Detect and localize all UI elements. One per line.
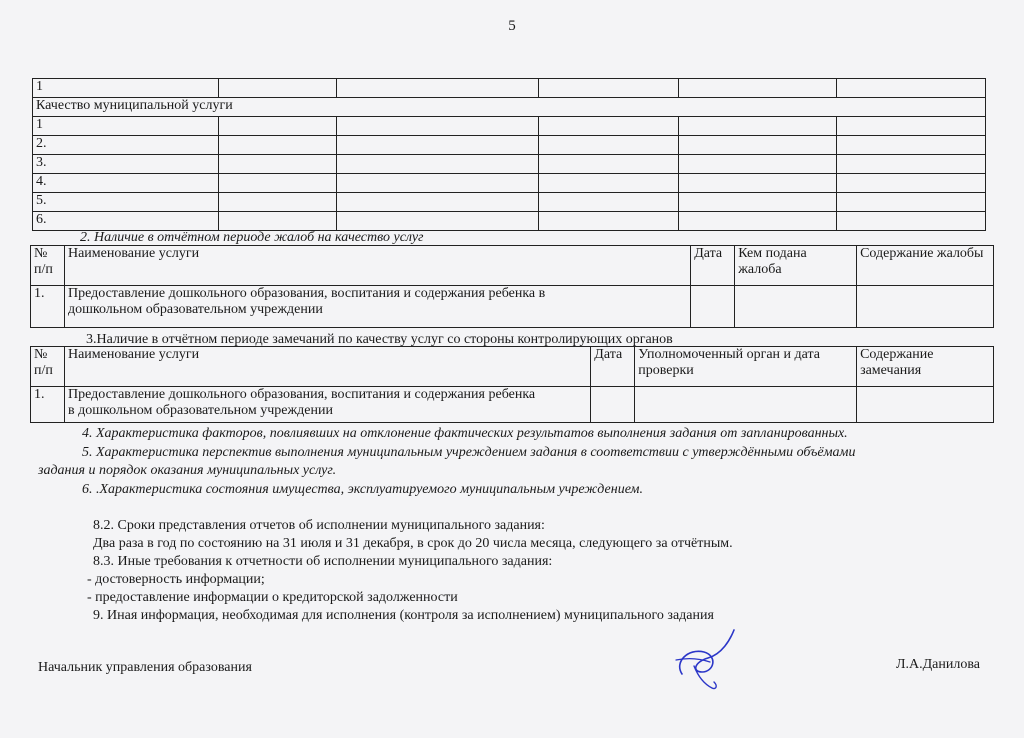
header-name: Наименование услуги [64,246,690,286]
remarks-caption: 3.Наличие в отчётном периоде замечаний по качеству услуг со стороны контролирующих органов [86,332,673,347]
section-8-3-item-1: - достоверность информации; [87,572,265,587]
section-title: Качество муниципальной услуги [33,98,986,117]
item-6: 6. .Характеристика состояния имущества, эксплуатируемого муниципальным учреждением. [82,482,643,497]
table-row: 4. [33,174,986,193]
table-header-row [31,246,994,286]
table-cell: 1 [33,79,219,98]
table-header-row [31,347,994,387]
complaints-caption: 2. Наличие в отчётном периоде жалоб на качество услуг [80,230,424,245]
header-who: Кем подана жалоба [735,246,857,286]
item-5-cont: задания и порядок оказания муниципальных услуг. [38,463,337,478]
section-9: 9. Иная информация, необходимая для исполнения (контроля за исполнением) муниципального задания [93,608,714,623]
header-date: Дата [591,347,635,387]
signatory-name: Л.А.Данилова [896,657,980,672]
table-row: 1 [33,117,986,136]
header-org: Уполномоченный орган и дата проверки [635,347,857,387]
header-content: Содержание замечания [857,347,994,387]
table-row: 1. Предоставление дошкольного образования, воспитания и содержания ребенка в дошкольном образовательном учреждении [31,286,994,328]
section-8-2-text: Два раза в год по состоянию на 31 июля и 31 декабря, в срок до 20 числа месяца, следующего за отчётным. [93,536,733,551]
table-row: 5. [33,193,986,212]
item-5: 5. Характеристика перспектив выполнения муниципальным учреждением задания в соответствии с утверждёнными объёмами [82,445,856,460]
table-row: 1. Предоставление дошкольного образования, воспитания и содержания ребенка в дошкольном образовательном учреждении [31,387,994,423]
page-number: 5 [508,18,516,34]
item-4: 4. Характеристика факторов, повлиявших на отклонение фактических результатов выполнения задания от запланированных. [82,426,848,441]
header-num: № п/п [31,347,65,387]
section-8-3-title: 8.3. Иные требования к отчетности об исполнении муниципального задания: [93,554,553,569]
remarks-table [30,346,994,423]
table-row: 3. [33,155,986,174]
header-content: Содержание жалобы [857,246,994,286]
signatory-position: Начальник управления образования [38,660,252,675]
header-name: Наименование услуги [64,347,590,387]
handwritten-signature [664,622,744,692]
table-row [33,98,986,117]
header-date: Дата [691,246,735,286]
quality-table [32,78,986,231]
table-row [33,79,986,98]
table-row: 6. [33,212,986,231]
section-8-3-item-2: - предоставление информации о кредиторской задолженности [87,590,458,605]
section-8-2-title: 8.2. Сроки представления отчетов об исполнении муниципального задания: [93,518,545,533]
table-row: 2. [33,136,986,155]
complaints-table [30,245,994,328]
header-num: № п/п [31,246,65,286]
